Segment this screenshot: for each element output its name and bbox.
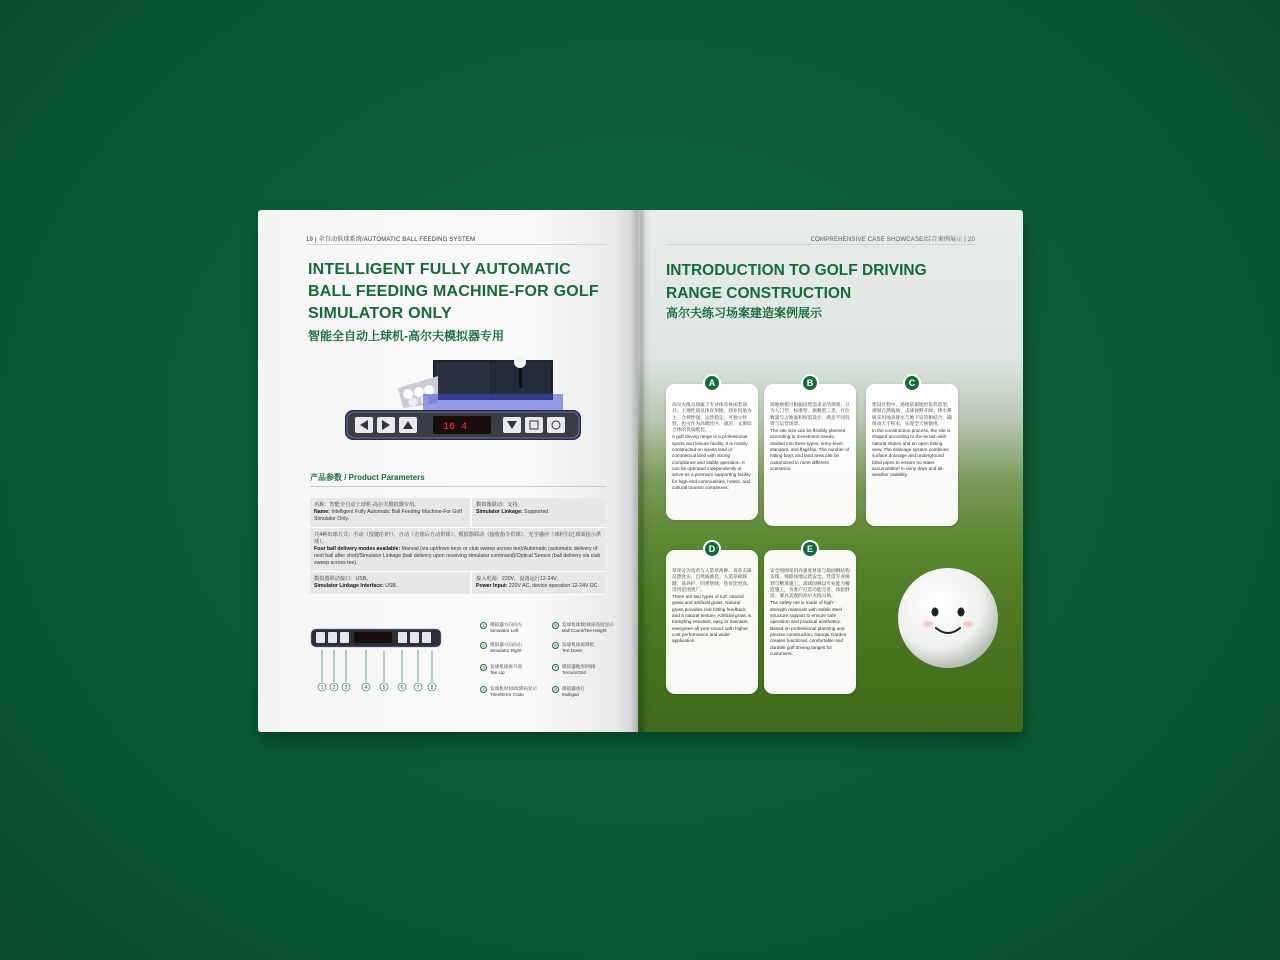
device-display-readout: 16 4: [443, 422, 468, 433]
power-cell: [470, 572, 606, 594]
card-text-en: A golf driving range is a professional sports and leisure facility. It is mainly constructed on sports land or commercial land with strong compliance and stable operation. It can be operated independently or serve as a premium supporting facility for high-end communities, hotels, and cultural tourism complexes.: [672, 434, 751, 490]
card-badge: D: [703, 540, 721, 558]
card-text-en: There are two types of turf: natural grass and artificial grass. Natural grass provides real hitting feedback and a natural texture. Artificial grass is trampling-resistant, easy to maintain, evergreen all year round, with higher cost performance and wider application.: [672, 594, 752, 644]
name-en: Name: Intelligent Fully Automatic Ball Feeding Machine-For Golf Simulator Only.: [314, 509, 462, 522]
name-cell: [310, 498, 470, 527]
legend-item: 6 发球机球座降低 Tee Down: [552, 642, 618, 653]
card-text-cn: 场地规模可根据投资需求灵活规划，分为入门型、标准型、旗舰型三类，打位数量与占地面积按需设计，满足不同投资与运营场景。: [770, 402, 850, 426]
card-text-en: The safety net is made of high-strength materials with stable steel structure support to ensure safe operation and practical aesthetics. Based on professional planning and precise construction, Gaoqiu Garden creates functional, comfortable and durable golf driving ranges for customers.: [770, 600, 847, 656]
card-text-cn: 高尔夫练习场属于专业体育休闲类项目。土地性质以体育用地、商业用地为主，合规性强，运营稳定，可独立经营，也可作为高端社区、酒店、文旅综合体的优质配套。: [672, 402, 752, 433]
legend-item: 1 模拟器方向向左 Simulator Left: [480, 622, 546, 633]
info-card-d: [666, 544, 758, 694]
right-page: [638, 210, 1023, 732]
modes-cell: [310, 528, 606, 571]
legend-item: 4 发球机时间/故障码显示 Time/Error Code: [480, 686, 546, 697]
callout-4: 4: [364, 685, 368, 691]
legend-item: 2 模拟器方向向右 Simulator Right: [480, 642, 546, 653]
callout-3: 3: [344, 685, 348, 691]
power-en: Power Input: 220V AC, device operation 12-24V DC.: [476, 583, 599, 589]
table-row: [310, 498, 606, 528]
table-row: [310, 528, 606, 572]
card-text-cn: 建设过程中，场地依据地形依势造型，规划自然坡地、击球视野开阔；排水系统采用地表排水与地下盲管相结合，确保雨天不积水，实现全天候使用。: [872, 402, 952, 426]
callout-7: 7: [416, 685, 420, 691]
right-page-title: INTRODUCTION TO GOLF DRIVING RANGE CONSTRUCTION: [666, 262, 927, 302]
card-text-en: The site size can be flexibly planned according to investment needs, divided into three types: entry-level, standard, and flagship. The number of hitting bays and land area can be customized to meet different scenarios.: [770, 428, 850, 471]
header-divider: [306, 244, 606, 245]
card-text-cn: 草坪分为真草与人造草两种。真草击球反馈真实、自然质感佳；人造草耐踩踏、易养护、四季常绿，性价比更高，适用范围更广。: [672, 568, 752, 592]
linkage-en: Simulator Linkage: Supported.: [476, 509, 550, 515]
callout-2: 2: [332, 685, 336, 691]
callout-1: 1: [320, 685, 324, 691]
card-text-cn: 安全围网采用高强度材质与稳固钢结构支撑，保障场地运营安全。凭借专业规划与精准施工，高球园林以专业能力精造施工，为客户打造功能完善、体验舒适、兼具美观的高尔夫练习场。: [770, 568, 850, 599]
interface-cn: 模拟器联动接口：USB。: [314, 576, 372, 582]
param-divider: [310, 486, 606, 487]
linkage-cn: 模拟器联动：支持。: [476, 502, 523, 508]
right-page-subtitle: 高尔夫练习场案建造案例展示: [666, 306, 823, 320]
table-row: [310, 572, 606, 595]
control-panel-diagram: [310, 624, 442, 650]
power-cn: 接入电源：220V，设备运行12-24V。: [476, 576, 562, 582]
callout-8: 8: [430, 685, 434, 691]
right-page-header: COMPREHENSIVE CASE SHOWCASE/综合案例展示 | 20: [810, 237, 975, 243]
info-card-a: [666, 378, 758, 520]
product-parameters-title: 产品参数 / Product Parameters: [310, 473, 425, 482]
name-cn: 名称：智能全自动上球机-高尔夫模拟器专用。: [314, 502, 420, 508]
open-brochure: [258, 210, 1023, 732]
callout-6: 6: [400, 685, 404, 691]
left-page-title: INTELLIGENT FULLY AUTOMATIC BALL FEEDING MACHINE-FOR GOLF SIMULATOR ONLY: [308, 261, 599, 322]
info-card-c: [866, 378, 958, 526]
left-page-header: 19 | 全自动供球系统/AUTOMATIC BALL FEEDING SYSTEM: [306, 237, 476, 243]
callout-5: 5: [382, 685, 386, 691]
legend-item: 7 模拟器地形/网格 Terrain/Grid: [552, 664, 618, 675]
linkage-cell: [470, 498, 606, 527]
interface-cell: [310, 572, 470, 594]
card-badge: E: [801, 540, 819, 558]
golf-ball-smiley-image: [892, 560, 1004, 672]
legend-item: 3 发球机球座升高 Tee Up: [480, 664, 546, 675]
product-parameters-table: [310, 498, 606, 595]
header-divider: [666, 244, 976, 245]
card-badge: A: [703, 374, 721, 392]
card-text-en: In the construction process, the site is shaped according to the terrain with natural slopes and an open hitting view. The drainage system combines surface drainage and underground blind pipes to ensure no water accumulation in rainy days and all-weather usability.: [872, 428, 951, 478]
interface-en: Simulator Linkage Interface: USB.: [314, 583, 398, 589]
card-badge: B: [801, 374, 819, 392]
callout-lines: [314, 650, 444, 692]
info-card-b: [764, 378, 856, 526]
ball-feeder-device-image: [343, 348, 583, 448]
modes-en: Four ball delivery modes available: Manual (via up/down keys or club sweep across tee)/Automatic (automatic delivery of next ball after shot)/Simulator Linkage (ball delivery upon receiving simulator command)/Optical Sensor (ball delivery via club sweep across tee).: [314, 546, 601, 566]
legend-item: 8 模拟器重打 Mulligan: [552, 686, 618, 697]
left-page-subtitle: 智能全自动上球机-高尔夫模拟器专用: [308, 329, 504, 343]
card-badge: C: [903, 374, 921, 392]
modes-cn: 共4种出球方式：手动（按键/扫杆）、自动（击球后自动供球）、模拟器联动（接收指令供球）、光学感应（球杆扫过球面指示供球）。: [314, 532, 602, 545]
info-card-e: [764, 544, 856, 694]
left-page: [258, 210, 638, 732]
legend-item: 5 发球机球数/球座高度显示 Ball Count/Tee Height: [552, 622, 618, 633]
